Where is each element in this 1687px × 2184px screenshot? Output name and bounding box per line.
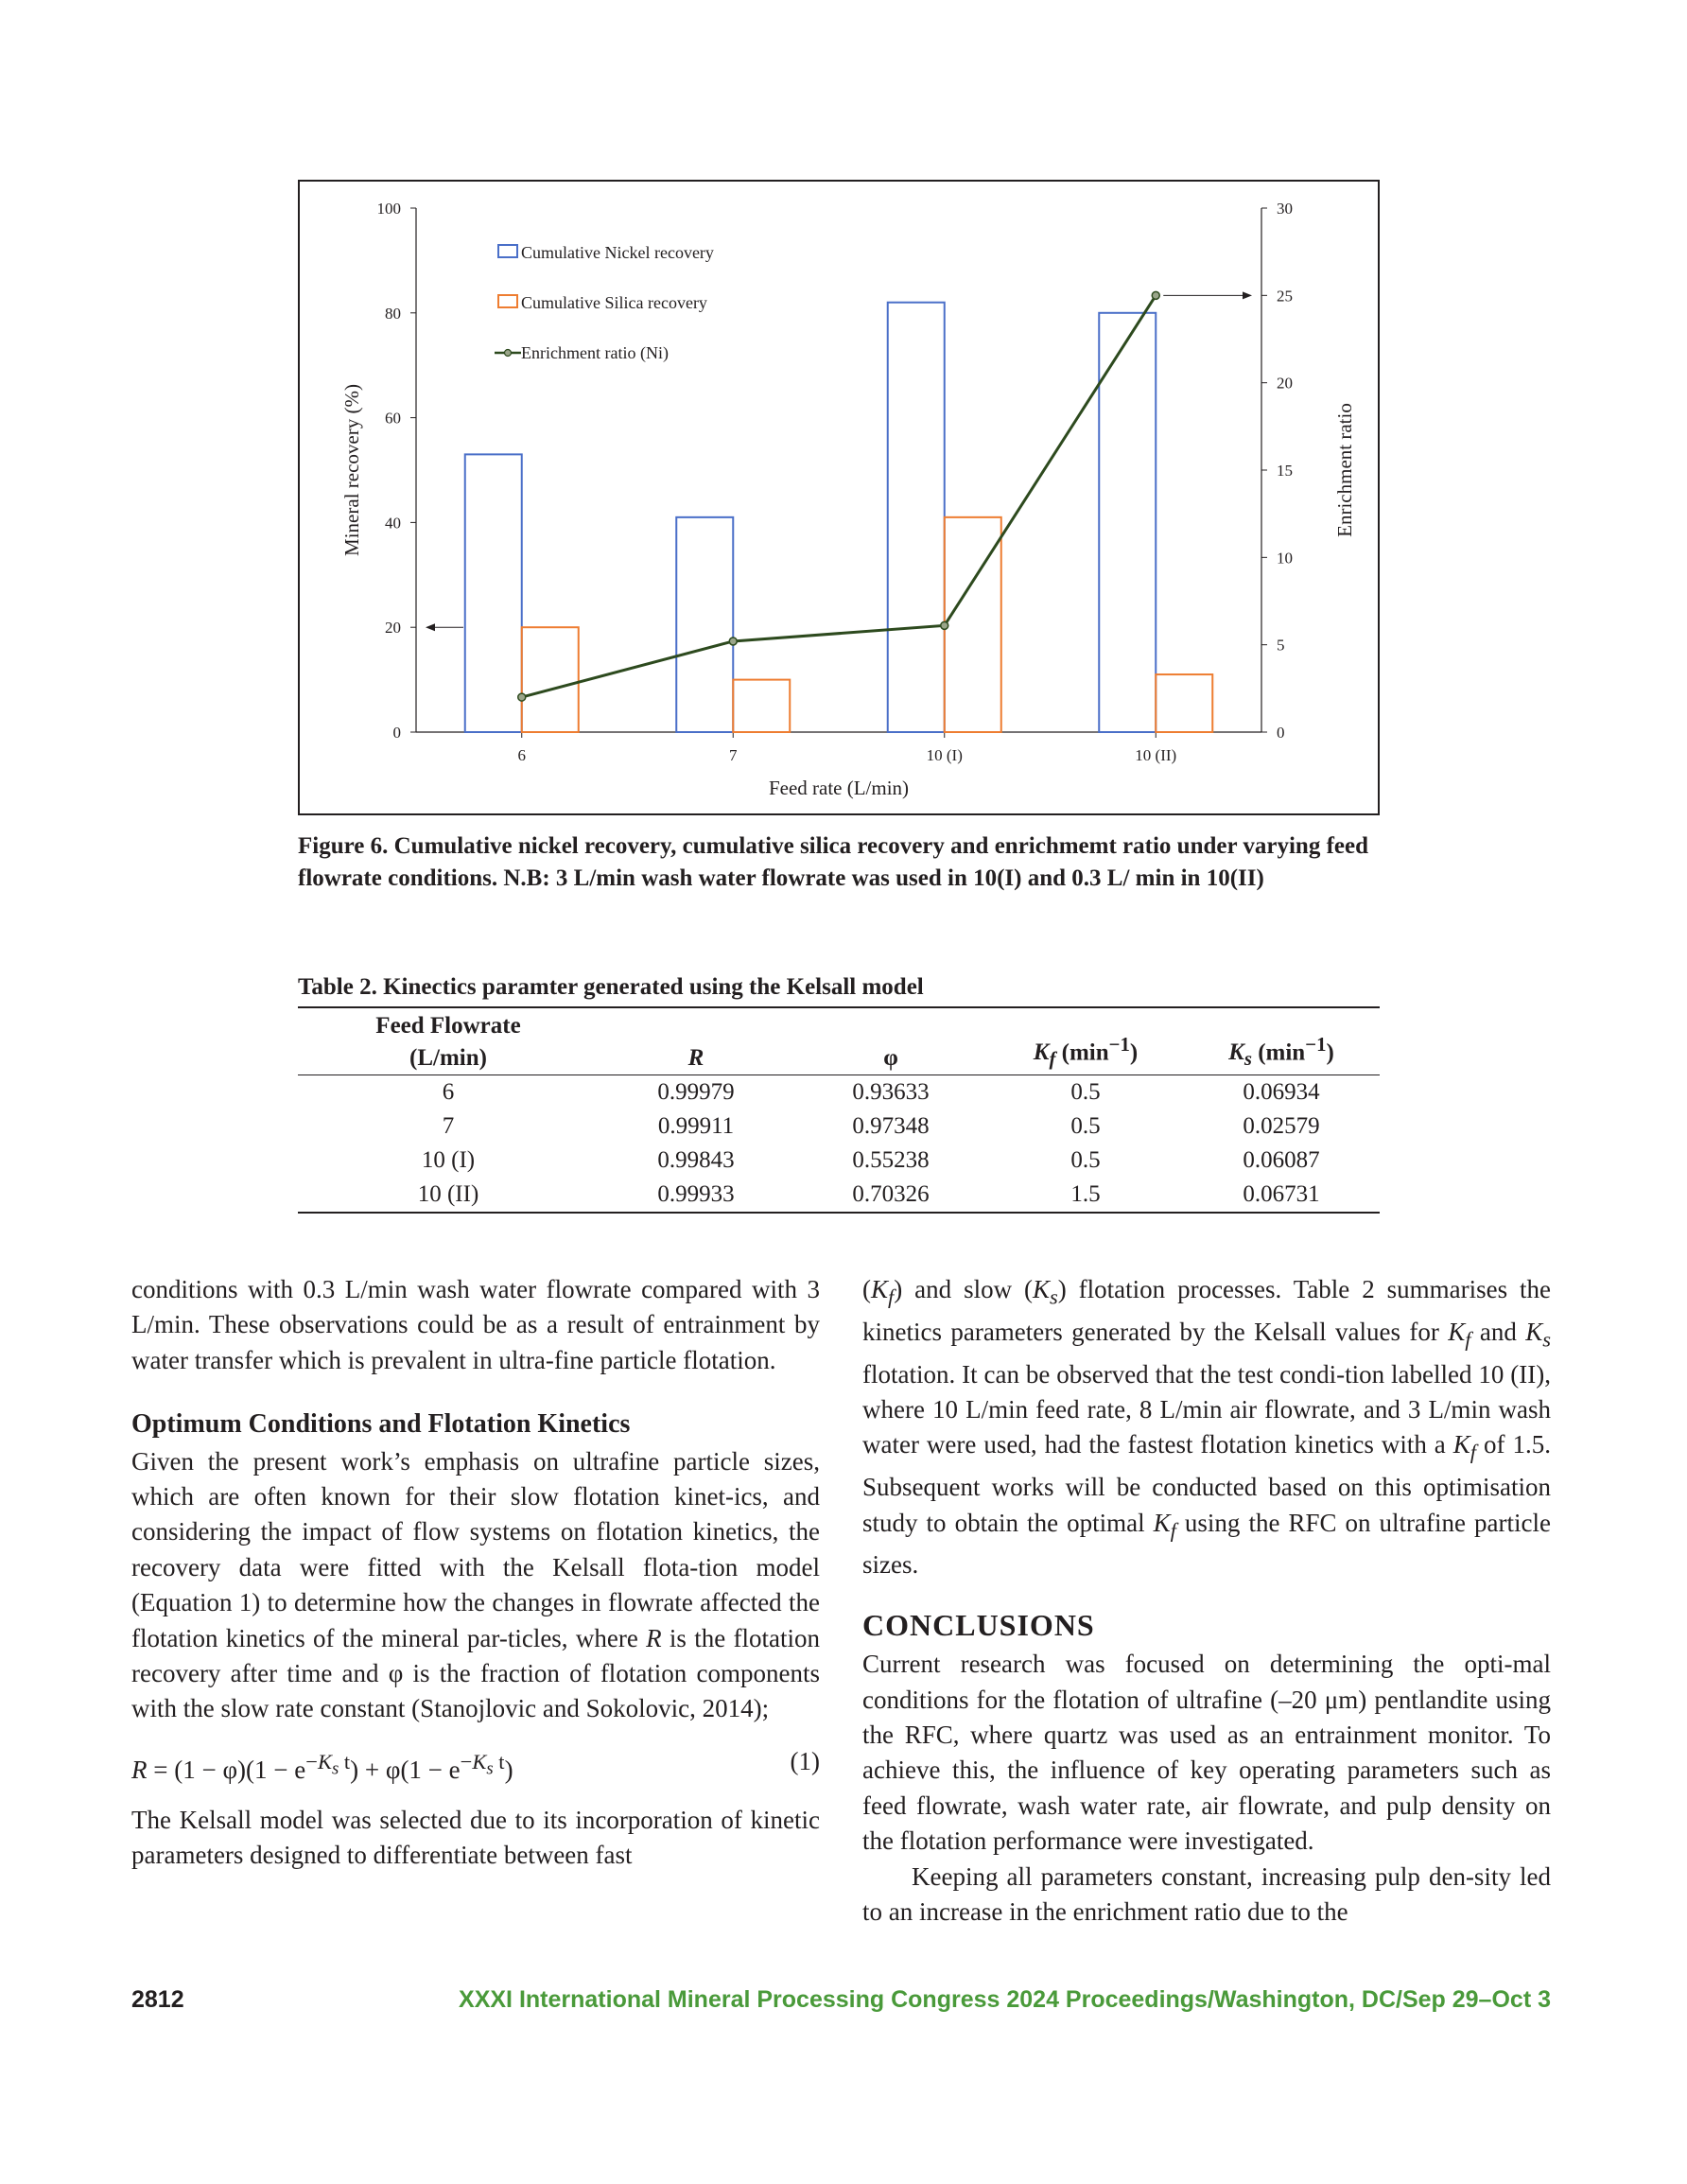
table-cell: 0.06087 (1243, 1147, 1320, 1173)
table-row (298, 1178, 1380, 1213)
table-cell: 0.06731 (1243, 1181, 1320, 1207)
figure-6 (298, 180, 1380, 815)
bar-nickel (1099, 313, 1156, 732)
legend-marker (505, 350, 512, 357)
conference-footer: XXXI International Mineral Processing Congress 2024 Proceedings/Washington, DC/Sep 29–Oct 3 (459, 1986, 1551, 2013)
table-title: Table 2. Kinectics paramter generated using the Kelsall model (298, 974, 924, 1000)
legend-swatch (498, 245, 517, 257)
right-paragraph-2: Current research was focused on determining the opti-mal conditions for the flotation of ultrafine (–20 μm) pentlandite using the RFC, where quartz was used as an entrainment monitor. To achieve this, the influence of key operating parameters such as feed flowrate, wash water rate, air flowrate, and pulp density on the flotation performance were investigated. (862, 1650, 1551, 1856)
section-heading-kinetics: Optimum Conditions and Flotation Kinetics (131, 1409, 631, 1440)
left-paragraph-1: conditions with 0.3 L/min wash water flowrate compared with 3 L/min. These observations could be as a result of entrainment by water transfer which is prevalent in ultra-fine particle flotation. (131, 1275, 820, 1374)
table-cell: 6 (442, 1079, 455, 1105)
left-axis-arrowhead (426, 623, 435, 631)
y2-axis-title: Enrichment ratio (1333, 403, 1356, 537)
bar-silica (522, 627, 579, 732)
y2-tick-label: 5 (1277, 636, 1285, 655)
table-cell: 0.99933 (657, 1181, 735, 1207)
y2-tick-label: 10 (1277, 549, 1293, 568)
y-tick-label: 40 (385, 514, 401, 533)
table-cell: 0.99979 (657, 1079, 735, 1105)
legend-label: Cumulative Nickel recovery (521, 243, 714, 262)
bar-nickel (888, 303, 945, 732)
equation-number: (1) (790, 1746, 820, 1775)
table-cell: 0.55238 (852, 1147, 930, 1173)
chart (300, 182, 1378, 813)
enrichment-point (1152, 291, 1159, 299)
table-cell: 0.06934 (1243, 1079, 1320, 1105)
left-paragraph-3: The Kelsall model was selected due to its incorporation of kinetic parameters designed to differentiate between fast (131, 1805, 820, 1870)
x-tick-label: 10 (I) (926, 746, 963, 764)
bar-silica (1156, 674, 1212, 732)
table-cell: 0.99843 (657, 1147, 735, 1173)
table-2 (298, 1006, 1380, 1214)
left-paragraph-2: Given the present work’s emphasis on ultrafine particle sizes, which are often known for their slow flotation kinet-ics, and considering the impact of flow systems on flotation kinetics, the recovery data were fitted with the Kelsall flota-tion model (Equation 1) to determine how the changes in flowrate affected the flotation kinetics of the mineral par-ticles, where R is the flotation recovery after time and φ is the fraction of flotation components with the slow rate constant (Stanojlovic and Sokolovic, 2014); (131, 1446, 821, 1723)
kinetics-table (298, 1006, 1380, 1214)
equation-text: $R = (1 - \varphi)(1 - e^{-K_s t}) + \varphi(1 - e^{-K_s t})$ (131, 1749, 513, 1784)
y-axis-title: Mineral recovery (%) (340, 384, 363, 556)
table-header-row (298, 1007, 1380, 1075)
enrichment-point (518, 693, 526, 701)
y-tick-label: 80 (385, 304, 401, 323)
right-column (862, 1272, 1551, 1930)
table-row (298, 1109, 1380, 1144)
header-flowrate: Feed Flowrate (L/min) (375, 1013, 521, 1071)
y2-tick-label: 30 (1277, 200, 1293, 218)
header-phi: φ (883, 1045, 898, 1071)
table-cell: 0.5 (1070, 1113, 1101, 1139)
table-cell: 0.5 (1070, 1079, 1101, 1105)
table-row (298, 1144, 1380, 1178)
section-heading-conclusions: CONCLUSIONS (862, 1607, 1095, 1642)
equation-1 (131, 1744, 820, 1782)
table-cell: 7 (442, 1113, 455, 1139)
right-paragraph-1: $(K_f)$ and slow $(K_s)$ flotation processes. Table 2 summarises the kinetics parameters generated by the Kelsall values for $K_f$ and $K_s$ flotation. It can be observed that the test condi-tion labelled 10 (II), where 10 L/min feed rate, 8 L/min air flowrate, and 3 L/min wash water were used, had the fastest flotation kinetics with a $K_f$ of 1.5. Subsequent works will be conducted based on this optimisation study to obtain the optimal $K_f$ using the RFC on ultrafine particle sizes. (862, 1275, 1552, 1580)
figure-caption (298, 830, 1380, 895)
header-ks: $K_s$ $(\min^{-1})$ (1228, 1032, 1334, 1070)
y2-tick-label: 20 (1277, 374, 1293, 393)
y2-tick-label: 15 (1277, 462, 1293, 480)
left-column (131, 1272, 820, 1874)
table-cell: 0.97348 (852, 1113, 930, 1139)
x-tick-label: 6 (517, 746, 526, 764)
table-body (298, 1075, 1380, 1214)
right-axis-arrowhead (1243, 291, 1252, 299)
table-cell: 0.70326 (852, 1181, 930, 1207)
bar-nickel (465, 454, 522, 732)
y-tick-label: 0 (392, 724, 401, 742)
table-cell: 0.99911 (657, 1113, 735, 1139)
table-cell: 10 (I) (421, 1147, 476, 1173)
y-tick-label: 20 (385, 619, 401, 638)
page-number: 2812 (131, 1986, 184, 2013)
table-cell: 10 (II) (417, 1181, 479, 1207)
table-row (298, 1075, 1380, 1110)
x-axis-title: Feed rate (L/min) (768, 777, 910, 799)
enrichment-point (729, 638, 737, 645)
x-tick-label: 7 (729, 746, 738, 764)
table-cell: 1.5 (1070, 1181, 1101, 1207)
bar-silica (733, 680, 790, 732)
y2-tick-label: 0 (1277, 724, 1285, 742)
table-cell: 0.93633 (852, 1079, 930, 1105)
x-tick-label: 10 (II) (1135, 746, 1177, 764)
header-r: R (687, 1045, 704, 1071)
right-paragraph-3: Keeping all parameters constant, increasing pulp den-sity led to an increase in the enrichment ratio due to the (862, 1861, 1551, 1927)
legend-label: Enrichment ratio (Ni) (521, 343, 669, 362)
y-tick-label: 100 (376, 200, 401, 218)
legend-swatch (498, 295, 517, 307)
table-cell: 0.5 (1070, 1147, 1101, 1173)
bar-nickel (676, 517, 733, 732)
enrichment-point (941, 621, 948, 629)
y2-tick-label: 25 (1277, 287, 1293, 306)
figure-caption-text: Figure 6. Cumulative nickel recovery, cumulative silica recovery and enrichmemt ratio under varying feed flowrate conditions. N.B: 3 L/min wash water flowrate was used in 10(I) and 0.3 L/ min in 10(II) (298, 833, 1368, 891)
legend-label: Cumulative Silica recovery (521, 293, 707, 312)
table-cell: 0.02579 (1243, 1113, 1320, 1139)
y-tick-label: 60 (385, 409, 401, 428)
header-kf: $K_f$ $(\min^{-1})$ (1033, 1032, 1139, 1070)
